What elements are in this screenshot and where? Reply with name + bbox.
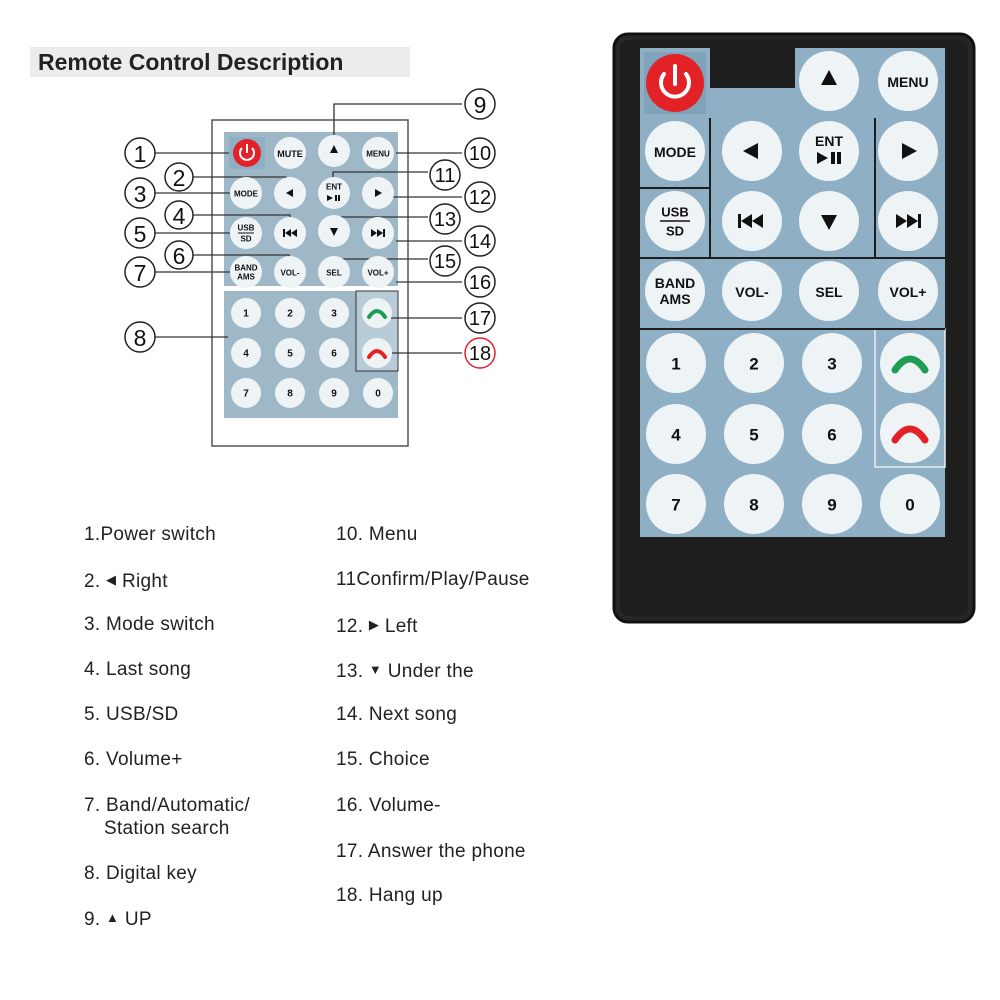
desc-item-12-text: Left: [384, 616, 418, 637]
desc-item-14: 14. Next song: [336, 704, 458, 725]
remote-answer-button: [880, 333, 940, 393]
diagram-digit-label: 8: [287, 388, 293, 400]
diagram-digit-label: 9: [331, 388, 337, 400]
remote-ent-label: ENT: [815, 133, 843, 149]
desc-item-2: [84, 568, 168, 594]
desc-item-12-number: 12.: [336, 616, 364, 637]
right-triangle-icon: ▶: [368, 617, 380, 632]
callout-number: 10: [468, 143, 492, 165]
diagram-sd-label: SD: [240, 234, 252, 244]
down-triangle-icon: ▼: [368, 662, 383, 677]
diagram-digit-label: 3: [331, 308, 337, 320]
desc-item-16: 16. Volume-: [336, 795, 441, 816]
desc-item-17: 17. Answer the phone: [336, 841, 526, 862]
diagram-digit-label: 2: [287, 308, 293, 320]
remote-usb-label: USB: [661, 204, 689, 220]
remote-ent-button: [799, 121, 859, 181]
diagram-digit-label: 5: [287, 348, 293, 360]
desc-item-9-number: 9.: [84, 909, 101, 930]
left-triangle-icon: ◀: [106, 572, 117, 587]
remote-digit-label: 7: [671, 495, 681, 515]
diagram-digit-label: 0: [375, 388, 381, 400]
diagram-vol-minus-label: VOL-: [280, 268, 300, 278]
up-triangle-icon: ▲: [106, 910, 120, 925]
page-title: Remote Control Description: [38, 49, 344, 75]
remote-band-label: BAND: [654, 275, 696, 291]
desc-item-7-line1: 7. Band/Automatic/: [84, 795, 250, 816]
remote-digit-label: 4: [671, 425, 681, 445]
diagram-menu-label: MENU: [366, 149, 390, 159]
remote-sel-label: SEL: [815, 284, 843, 300]
callout-number: 9: [473, 92, 487, 118]
desc-item-3: 3. Mode switch: [84, 614, 215, 635]
remote-digit-label: 8: [749, 495, 759, 515]
desc-item-10: 10. Menu: [336, 524, 418, 545]
desc-item-4: 4. Last song: [84, 659, 192, 680]
callout-number: 12: [468, 187, 492, 209]
diagram-digit-label: 6: [331, 348, 337, 360]
remote-digit-label: 3: [827, 354, 837, 374]
desc-item-15: 15. Choice: [336, 749, 430, 770]
diagram-ent-label: ENT: [326, 182, 342, 192]
remote-bottom-grip: [632, 537, 952, 607]
desc-item-9-text: UP: [124, 909, 152, 930]
remote-vol-plus-label: VOL+: [889, 284, 927, 300]
diagram-band-label: BAND: [234, 263, 258, 273]
callout-number: 8: [133, 325, 147, 351]
callout-number: 6: [172, 243, 186, 269]
diagram-mode-label: MODE: [234, 189, 258, 199]
desc-item-11: 11Confirm/Play/Pause: [336, 569, 530, 590]
diagram-vol-plus-label: VOL+: [367, 268, 389, 278]
desc-item-6: 6. Volume+: [84, 749, 183, 770]
desc-item-2-text: Right: [121, 571, 168, 592]
desc-item-13-text: Under the: [387, 661, 474, 682]
callout-number: 2: [172, 165, 186, 191]
remote-digit-label: 2: [749, 354, 759, 374]
desc-item-13: [336, 658, 474, 684]
desc-item-1: 1.Power switch: [84, 524, 216, 545]
callout-number: 17: [468, 308, 492, 330]
desc-item-5: 5. USB/SD: [84, 704, 179, 725]
desc-item-13-number: 13.: [336, 661, 364, 682]
remote-diagram: [0, 0, 600, 500]
remote-ams-label: AMS: [659, 291, 691, 307]
diagram-sel-label: SEL: [326, 268, 342, 278]
remote-photo: [612, 32, 976, 624]
remote-digit-label: 0: [905, 495, 915, 515]
diagram-digit-label: 4: [243, 348, 249, 360]
desc-item-9: [84, 906, 152, 932]
remote-mode-label: MODE: [654, 144, 696, 160]
remote-digit-label: 9: [827, 495, 837, 515]
diagram-ams-label: AMS: [237, 272, 255, 282]
remote-digit-label: 1: [671, 354, 681, 374]
callout-number: 15: [433, 251, 457, 273]
callout-number: 7: [133, 260, 147, 286]
desc-item-7-line2: Station search: [104, 818, 230, 839]
callout-number: 5: [133, 221, 147, 247]
diagram-mute-label: MUTE: [277, 149, 303, 159]
remote-menu-label: MENU: [887, 74, 929, 90]
diagram-usb-label: USB: [237, 223, 255, 233]
remote-vol-minus-label: VOL-: [735, 284, 769, 300]
callout-number: 1: [133, 141, 147, 167]
desc-item-8: 8. Digital key: [84, 863, 197, 884]
remote-digit-label: 6: [827, 425, 837, 445]
diagram-digit-label: 1: [243, 308, 249, 320]
desc-item-18: 18. Hang up: [336, 885, 443, 906]
callout-number: 14: [468, 231, 492, 253]
callout-number: 13: [433, 209, 457, 231]
callout-number: 11: [434, 165, 456, 187]
desc-item-2-number: 2.: [84, 571, 101, 592]
desc-item-12: [336, 613, 418, 639]
remote-hangup-button: [880, 403, 940, 463]
callout-number: 18: [468, 343, 492, 365]
callout-number: 16: [468, 272, 492, 294]
callout-number: 3: [133, 181, 147, 207]
diagram-digit-label: 7: [243, 388, 249, 400]
remote-sd-label: SD: [665, 223, 685, 239]
callout-number: 4: [172, 203, 186, 229]
remote-digit-label: 5: [749, 425, 759, 445]
